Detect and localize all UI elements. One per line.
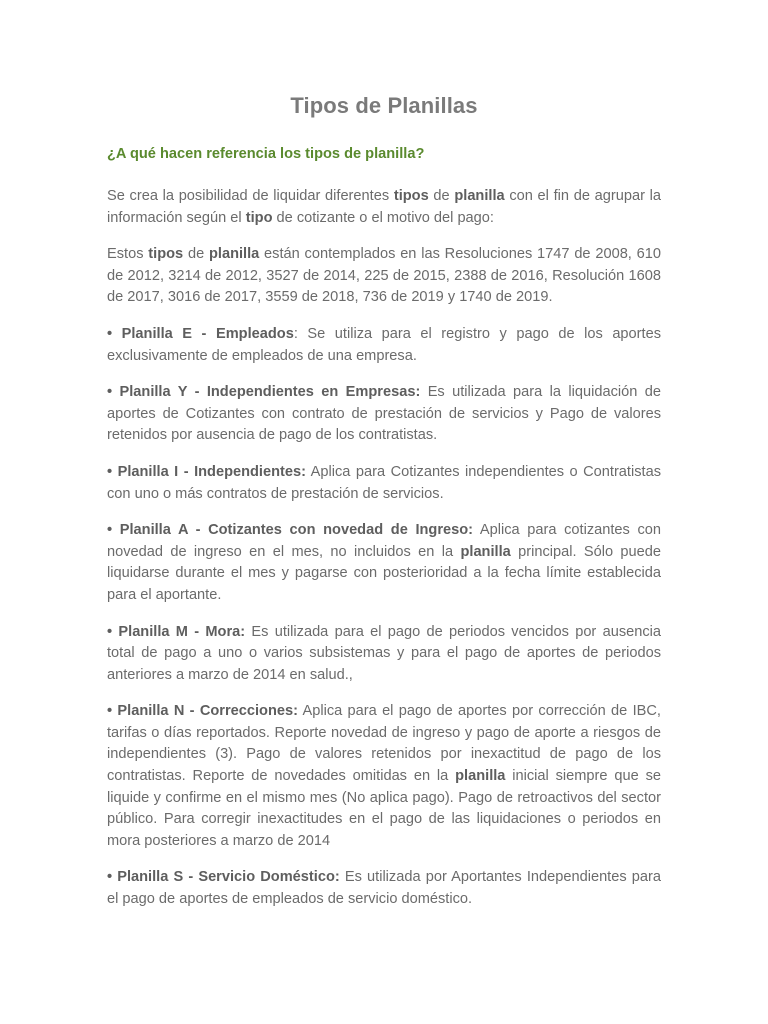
item-text: principal. Sólo puede liquidarse durante el mes y pagarse con posterioridad a la fecha límite establecida para el aportante.: [107, 543, 662, 603]
item-label: • Planilla M - Mora:: [107, 623, 246, 640]
planilla-i-item: [107, 462, 661, 505]
text-run: de cotizante o el motivo del pago:: [272, 209, 494, 226]
planilla-m-item: [107, 622, 661, 687]
intro-paragraph-2: [107, 244, 661, 309]
planilla-e-item: [107, 324, 661, 367]
item-text: Es utilizada para la liquidación de aportes de Cotizantes con contrato de prestación de servicios y Pago de valores retenidos por ausencia de pago de los contratistas.: [107, 384, 661, 444]
section-heading: ¿A qué hacen referencia los tipos de planilla?: [107, 146, 425, 162]
text-run: están contemplados en las Resoluciones 1747 de 2008, 610 de 2012, 3214 de 2012, 3527 de 2014, 225 de 2015, 2388 de 2016, Resolución 1608 de 2017, 3016 de 2017, 3559 de 2018, 736 de 2019 y 1740 de 2019.: [107, 246, 661, 306]
text-run: de: [183, 246, 209, 263]
item-text: : Se utiliza para el registro y pago de los aportes exclusivamente de empleados de una empresa.: [107, 325, 661, 364]
item-label: • Planilla Y - Independientes en Empresas:: [107, 384, 421, 401]
item-text: inicial siempre que se liquide y confirme en el mismo mes (No aplica pago). Pago de retroactivos del sector público. Para corregir inexactitudes en el pago de las liquidaciones o periodos en mora posteriores a marzo de 2014: [107, 768, 661, 849]
text-run: con el fin de agrupar la información según el: [107, 188, 662, 226]
item-label: • Planilla N - Correcciones:: [107, 703, 298, 720]
bold-term: tipos: [148, 246, 184, 263]
item-text: Aplica para el pago de aportes por corrección de IBC, tarifas o días reportados. Reporte novedad de ingreso y pago de aporte a riesgos de independientes (3). Pago de valores retenidos por inexactitud de pago de los contratistas. Reporte de novedades omitidas en la: [107, 703, 661, 785]
text-run: Se crea la posibilidad de liquidar diferentes: [107, 188, 394, 204]
item-text: Aplica para cotizantes con novedad de ingreso en el mes, no incluidos en la: [107, 522, 661, 560]
document-page: [107, 0, 661, 911]
text-run: de: [428, 188, 455, 204]
item-text: Es utilizada por Aportantes Independientes para el pago de aportes de empleados de servicio doméstico.: [107, 869, 661, 908]
bold-term: planilla: [460, 543, 511, 560]
item-text: Es utilizada para el pago de periodos vencidos por ausencia total de pago a uno o varios subsistemas y para el pago de aportes de periodos anteriores a marzo de 2014 en salud.,: [107, 623, 662, 683]
item-label: • Planilla I - Independientes:: [107, 463, 306, 480]
intro-paragraph-1: [107, 186, 661, 229]
item-label: • Planilla E - Empleados: [107, 325, 294, 342]
bold-term: planilla: [455, 768, 506, 785]
text-run: Estos: [107, 246, 149, 263]
bold-term: tipo: [245, 209, 273, 226]
planilla-a-item: [107, 520, 661, 606]
page-title: Tipos de Planillas: [290, 93, 478, 118]
item-text: Aplica para Cotizantes independientes o Contratistas con uno o más contratos de prestación de servicios.: [107, 463, 661, 502]
planilla-y-item: [107, 382, 661, 447]
bold-term: planilla: [208, 246, 260, 263]
item-label: • Planilla S - Servicio Doméstico:: [107, 869, 340, 886]
planilla-n-item: [107, 701, 661, 852]
bold-term: planilla: [454, 188, 505, 204]
item-label: • Planilla A - Cotizantes con novedad de Ingreso:: [107, 522, 474, 539]
planilla-s-item: [107, 867, 661, 910]
bold-term: tipos: [393, 188, 429, 204]
